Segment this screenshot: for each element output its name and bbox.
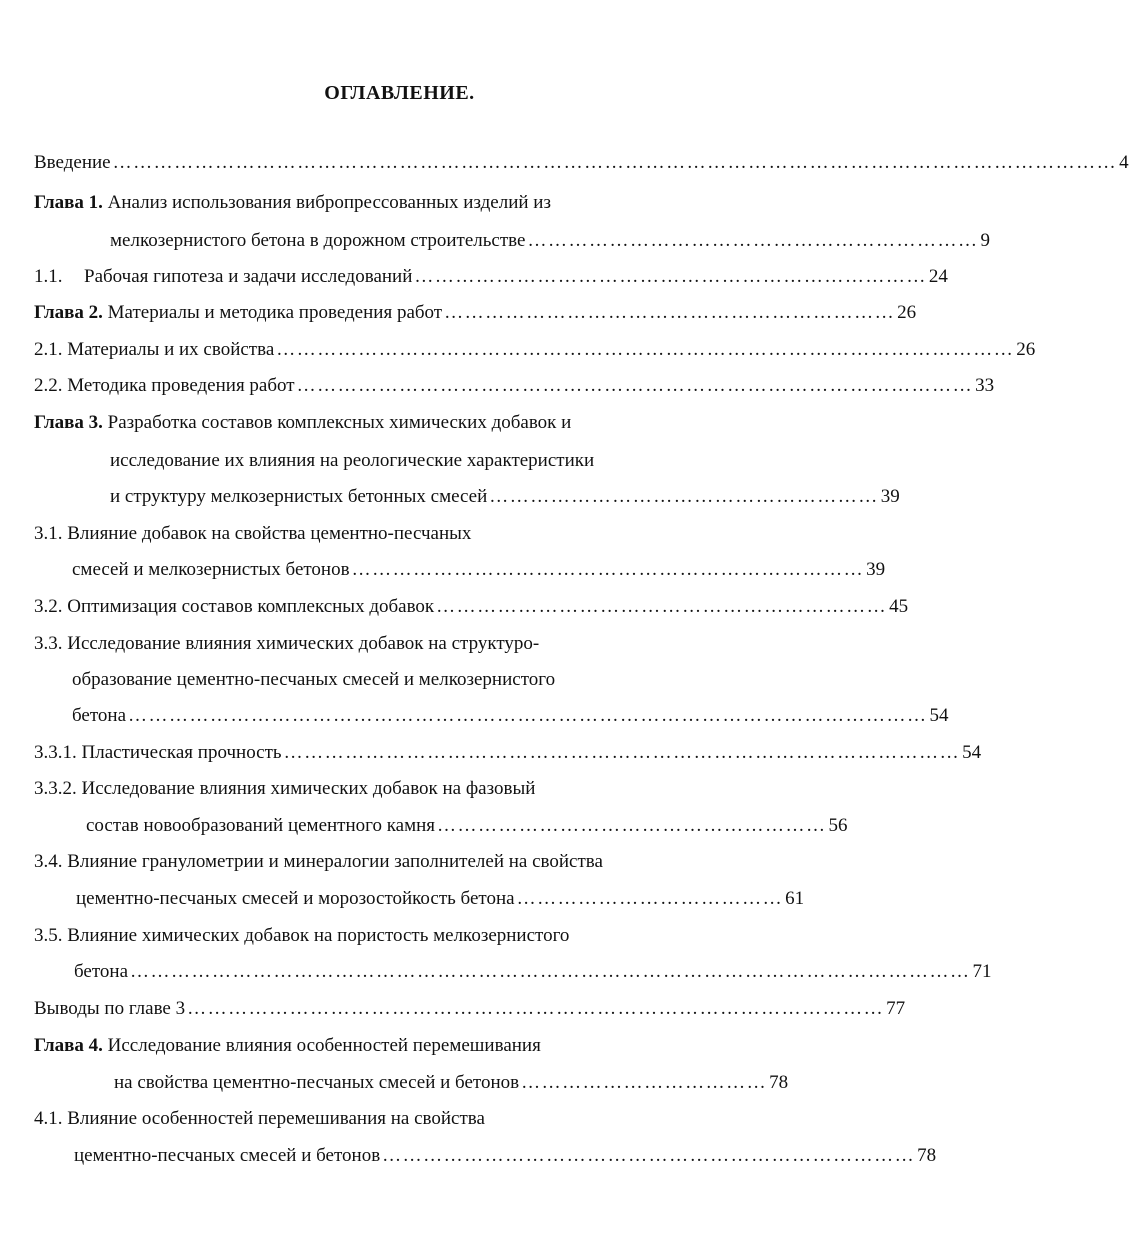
section-number: 1.1. (34, 266, 63, 287)
toc-entry-text: 2.1. Материалы и их свойства (34, 339, 275, 360)
chapter-label: Глава 1. (34, 192, 103, 213)
toc-chapter-3-heading (34, 408, 734, 438)
toc-section-2-2 (34, 371, 995, 401)
leader-dots: ………………………………………………………… (527, 230, 979, 251)
toc-section-3-5-continuation (74, 957, 992, 987)
leader-dots: ……………………………………………………………………………………… (296, 375, 974, 396)
toc-chapter-3-line-3 (110, 482, 900, 512)
leader-dots: ………………………………… (516, 888, 784, 909)
leader-dots: ………………………………………………………………………………………………………………………………… (112, 152, 1118, 173)
leader-dots: ………………………………………………………… (444, 302, 896, 323)
toc-conclusions-chapter-3 (34, 994, 906, 1024)
page-title: ОГЛАВЛЕНИЕ. (324, 82, 475, 104)
toc-section-3-1-heading (34, 519, 734, 549)
toc-page-number: 71 (972, 961, 992, 982)
toc-entry-text: Введение (34, 152, 111, 173)
toc-entry-text: 4.1. Влияние особенностей перемешивания на свойства (34, 1108, 485, 1129)
toc-entry-text: Материалы и методика проведения работ (107, 302, 443, 323)
toc-section-3-2 (34, 592, 909, 622)
toc-section-3-3-line-3 (72, 701, 949, 731)
toc-section-3-3-2-heading (34, 774, 734, 804)
toc-page-number: 4 (1119, 152, 1129, 173)
toc-section-3-3-line-2 (72, 665, 732, 695)
toc-section-4-1-heading (34, 1104, 734, 1134)
toc-entry-text: смесей и мелкозернистых бетонов (72, 559, 350, 580)
toc-section-3-3-2-continuation (86, 811, 848, 841)
toc-chapter-3-line-2 (110, 446, 730, 476)
toc-section-3-1-continuation (72, 555, 886, 585)
toc-entry-text: 3.1. Влияние добавок на свойства цементно-песчаных (34, 523, 472, 544)
toc-entry-text: 3.5. Влияние химических добавок на пористость мелкозернистого (34, 925, 570, 946)
toc-page-number: 54 (929, 705, 949, 726)
toc-entry-text: исследование их влияния на реологические характеристики (110, 450, 595, 471)
chapter-label: Глава 4. (34, 1035, 103, 1056)
toc-entry-text: Рабочая гипотеза и задачи исследований (84, 266, 413, 287)
toc-chapter-2 (34, 298, 917, 328)
leader-dots: ………………………………………………………………………………………… (187, 998, 885, 1019)
toc-page-number: 77 (886, 998, 906, 1019)
toc-page-number: 33 (975, 375, 995, 396)
toc-page-number: 9 (980, 230, 990, 251)
toc-entry-text: Анализ использования вибропрессованных изделий из (107, 192, 551, 213)
toc-page-number: 45 (889, 596, 909, 617)
toc-entry-text: Исследование влияния особенностей перемешивания (107, 1035, 541, 1056)
toc-entry-text: Выводы по главе 3 (34, 998, 186, 1019)
toc-page-number: 24 (928, 266, 948, 287)
leader-dots: ……………………………………………………………………………………………… (276, 339, 1015, 360)
toc-entry-text: 3.3.2. Исследование влияния химических добавок на фазовый (34, 778, 536, 799)
toc-entry-text: 3.4. Влияние гранулометрии и минералогии заполнителей на свойства (34, 851, 603, 872)
toc-section-4-1-continuation (74, 1141, 937, 1171)
toc-section-2-1 (34, 335, 1036, 365)
toc-chapter-4-heading (34, 1031, 734, 1061)
toc-page-number: 39 (866, 559, 886, 580)
toc-section-3-4-continuation (76, 884, 805, 914)
leader-dots: ……………………………… (521, 1072, 768, 1093)
chapter-label: Глава 3. (34, 412, 103, 433)
toc-entry-intro (34, 148, 1129, 178)
toc-entry-text: цементно-песчаных смесей и морозостойкость бетона (76, 888, 515, 909)
toc-entry-text: 2.2. Методика проведения работ (34, 375, 295, 396)
toc-entry-text: 3.3.1. Пластическая прочность (34, 742, 282, 763)
toc-entry-text: цементно-песчаных смесей и бетонов (74, 1145, 381, 1166)
leader-dots: ………………………………………………………………… (414, 266, 927, 287)
leader-dots: ………………………………………………… (437, 815, 827, 836)
leader-dots: ………………………………………………………… (436, 596, 888, 617)
toc-page-number: 54 (962, 742, 982, 763)
toc-page-number: 56 (828, 815, 848, 836)
toc-chapter-1-heading (34, 188, 734, 218)
toc-page-number: 26 (1016, 339, 1036, 360)
toc-chapter-1-continuation (110, 226, 990, 256)
toc-page-number: 39 (880, 486, 900, 507)
leader-dots: ………………………………………………… (489, 486, 879, 507)
toc-entry-text: и структуру мелкозернистых бетонных смесей (110, 486, 488, 507)
toc-entry-text: 3.3. Исследование влияния химических добавок на структуро- (34, 633, 540, 654)
leader-dots: ……………………………………………………………………………………………………… (128, 705, 928, 726)
toc-section-3-4-heading (34, 847, 734, 877)
toc-page-number: 78 (917, 1145, 937, 1166)
toc-page-number: 78 (769, 1072, 789, 1093)
toc-entry-text: бетона (72, 705, 127, 726)
toc-entry-text: образование цементно-песчаных смесей и мелкозернистого (72, 669, 556, 690)
toc-entry-text: на свойства цементно-песчаных смесей и бетонов (114, 1072, 520, 1093)
toc-section-3-5-heading (34, 921, 734, 951)
leader-dots: ………………………………………………………………… (351, 559, 865, 580)
toc-section-3-3-heading (34, 629, 734, 659)
toc-chapter-4-continuation (114, 1068, 789, 1098)
toc-section-1-1 (34, 262, 948, 292)
toc-section-3-3-1 (34, 738, 982, 768)
leader-dots: ……………………………………………………………………………………… (283, 742, 961, 763)
toc-entry-text: мелкозернистого бетона в дорожном строительстве (110, 230, 526, 251)
toc-entry-text: Разработка составов комплексных химических добавок и (107, 412, 572, 433)
toc-page-number: 26 (897, 302, 917, 323)
toc-page-number: 61 (785, 888, 805, 909)
toc-entry-text: бетона (74, 961, 129, 982)
leader-dots: …………………………………………………………………………………………………………… (130, 961, 971, 982)
toc-entry-text: состав новообразований цементного камня (86, 815, 436, 836)
chapter-label: Глава 2. (34, 302, 103, 323)
toc-entry-text: 3.2. Оптимизация составов комплексных добавок (34, 596, 435, 617)
leader-dots: …………………………………………………………………… (382, 1145, 916, 1166)
